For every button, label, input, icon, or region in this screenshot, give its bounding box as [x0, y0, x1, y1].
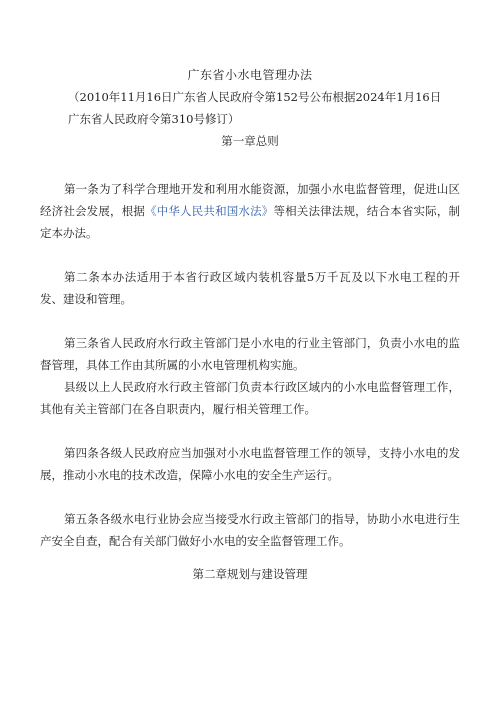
revision-note: （2010年11月16日广东省人民政府令第152号公布根据2024年1月16日广东省人民政府令第310号修订） — [68, 90, 442, 126]
article-5: 第五条各级水电行业协会应当接受水行政主管部门的指导，协助小水电进行生产安全自查，配合有关部门做好小水电的安全监督管理工作。 — [40, 512, 460, 548]
water-law-link[interactable]: 《中华人民共和国水法》 — [145, 204, 274, 218]
article-2: 第二条本办法适用于本省行政区域内装机容量5万千瓦及以下水电工程的开发、建设和管理。 — [40, 270, 460, 306]
document-title: 广东省小水电管理办法 — [187, 68, 313, 82]
chapter-1-heading: 第一章总则 — [221, 134, 279, 148]
article-1-text-end: 等相关法律法规，结合本省实际，制定本办法。 — [40, 204, 461, 240]
article-3-paragraph-2: 县级以上人民政府水行政主管部门负责本行政区域内的小水电监督管理工作，其他有关主管部门在各自职责内，履行相关管理工作。 — [40, 380, 460, 416]
chapter-2-heading: 第二章规划与建设管理 — [192, 567, 308, 581]
article-4: 第四条各级人民政府应当加强对小水电监督管理工作的领导，支持小水电的发展，推动小水电的技术改造，保障小水电的安全生产运行。 — [40, 446, 460, 482]
article-3: 第三条省人民政府水行政主管部门是小水电的行业主管部门，负责小水电的监督管理，具体工作由其所属的小水电管理机构实施。 — [40, 336, 460, 372]
article-1-text: 第一条为了科学合理地开发和利用水能资源，加强小水电监督管理，促进山区经济社会发展，根据 — [40, 182, 460, 218]
article-1 — [40, 178, 460, 244]
